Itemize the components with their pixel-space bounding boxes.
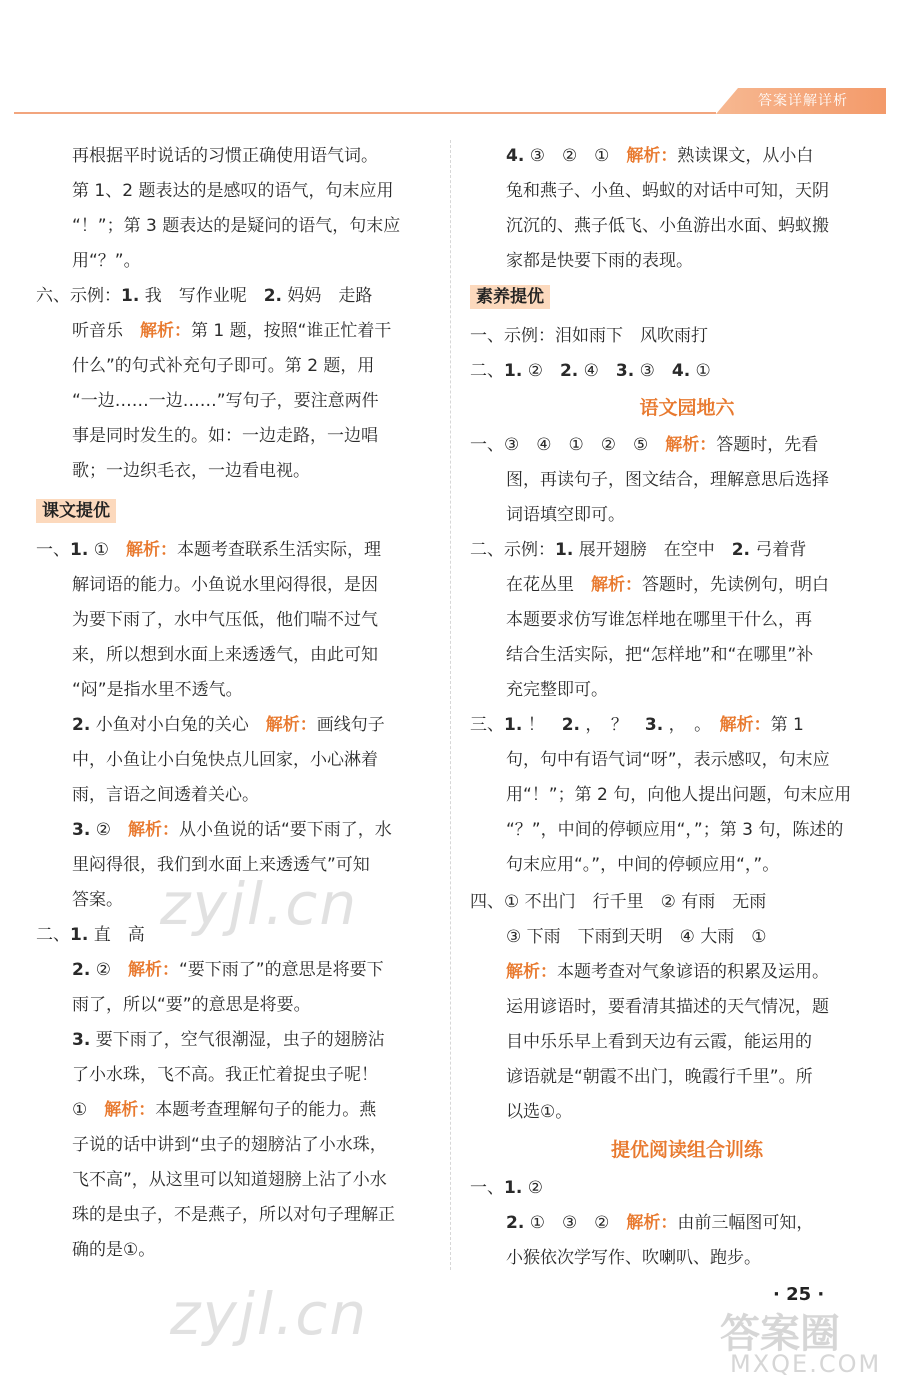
text-line: 再根据平时说话的习惯正确使用语气词。 (72, 146, 378, 166)
text-line: 子说的话中讲到“虫子的翅膀沾了小水珠， (72, 1135, 387, 1155)
answer-line: 3. ② 解析：从小鱼说的话“要下雨了，水 (72, 820, 392, 840)
page-number: · 25 · (773, 1284, 825, 1305)
text-line: 小猴依次学写作、吹喇叭、跑步。 (506, 1248, 761, 1268)
header-tab: 答案详解详析 (716, 88, 886, 114)
text-line: 歌；一边织毛衣，一边看电视。 (72, 461, 310, 481)
analysis-label: 解析： (626, 1213, 678, 1233)
watermark: zyjl.cn (160, 870, 359, 938)
section-title-tiyou: 提优阅读组合训练 (610, 1139, 763, 1161)
answer-line: 一、1. ① 解析：本题考查联系生活实际，理 (36, 540, 381, 560)
corner-logo-url: MXQE.COM (730, 1350, 882, 1378)
answer-line: 在花丛里 解析：答题时，先读例句，明白 (506, 575, 829, 595)
text-line: 雨了，所以“要”的意思是将要。 (72, 995, 311, 1015)
answer-line: 一、1. ② (470, 1178, 543, 1198)
answer-line: 二、1. 直 高 (36, 925, 145, 945)
text-line: “一边……一边……”写句子，要注意两件 (72, 391, 379, 411)
text-line: 确的是①。 (72, 1240, 156, 1260)
text-line: 目中乐乐早上看到天边有云霞，能运用的 (506, 1032, 812, 1052)
text-line: 解词语的能力。小鱼说水里闷得很，是因 (72, 575, 378, 595)
text-line: 雨，言语之间透着关心。 (72, 785, 259, 805)
analysis-label: 解析： (626, 146, 678, 166)
text-line: 谚语就是“朝霞不出门，晚霞行千里”。所 (506, 1067, 813, 1087)
watermark: zyjl.cn (170, 1280, 369, 1348)
text-line: “！”；第 3 题表达的是疑问的语气，句末应 (72, 216, 401, 236)
text-line: 事是同时发生的。如：一边走路，一边唱 (72, 426, 378, 446)
text-line: 家都是快要下雨的表现。 (506, 251, 693, 271)
analysis-label: 解析： (591, 575, 642, 595)
text-line: 句，句中有语气词“呀”，表示感叹，句末应 (506, 750, 830, 770)
answer-line: 3. 要下雨了，空气很潮湿，虫子的翅膀沾 (72, 1030, 385, 1050)
answer-line: 2. ① ③ ② 解析：由前三幅图可知， (506, 1213, 814, 1233)
section-title-yuwen: 语文园地六 (639, 397, 735, 419)
analysis-label: 解析： (506, 962, 557, 982)
analysis-label: 解析： (104, 1100, 156, 1120)
text-line: 词语填空即可。 (506, 505, 625, 525)
text-line: 了小水珠，飞不高。我正忙着捉虫子呢！ (72, 1065, 378, 1085)
analysis-label: 解析： (125, 540, 177, 560)
text-line: 本题要求仿写谁怎样地在哪里干什么，再 (506, 610, 812, 630)
analysis-label: 解析： (719, 715, 771, 735)
answer-line: 2. ② 解析：“要下雨了”的意思是将要下 (72, 960, 384, 980)
text-line: 图，再读句子，图文结合，理解意思后选择 (506, 470, 829, 490)
answer-line: 三、1. ！ 2. ， ？ 3. ， 。 解析：第 1 (470, 715, 804, 735)
text-line: 结合生活实际，把“怎样地”和“在哪里”补 (506, 645, 814, 665)
text-line: 句末应用“。”，中间的停顿应用“，”。 (506, 855, 780, 875)
section-tag-suyang: 素养提优 (470, 285, 550, 309)
answer-line: ③ 下雨 下雨到天明 ④ 大雨 ① (506, 927, 767, 947)
text-line: “闷”是指水里不透气。 (72, 680, 243, 700)
answer-line: 四、① 不出门 行千里 ② 有雨 无雨 (470, 892, 767, 912)
text-line: 以选①。 (506, 1102, 573, 1122)
text-line: 来，所以想到水面上来透透气，由此可知 (72, 645, 378, 665)
text-line: 答案。 (72, 890, 123, 910)
answer-line: 一、示例：泪如雨下 风吹雨打 (470, 326, 708, 346)
answer-line: 4. ③ ② ① 解析：熟读课文，从小白 (506, 146, 814, 166)
text-line: 兔和燕子、小鱼、蚂蚁的对话中可知，天阴 (506, 181, 829, 201)
text-line: 飞不高”，从这里可以知道翅膀上沾了小水 (72, 1170, 387, 1190)
text-line: 为要下雨了，水中气压低，他们喘不过气 (72, 610, 378, 630)
text-line: “？”，中间的停顿应用“，”；第 3 句，陈述的 (506, 820, 844, 840)
answer-line: 二、1. ② 2. ④ 3. ③ 4. ① (470, 361, 711, 381)
answer-line: 六、示例：1. 我 写作业呢 2. 妈妈 走路 (36, 286, 373, 306)
analysis-label: 解析： (127, 960, 179, 980)
text-line: 运用谚语时，要看清其描述的天气情况，题 (506, 997, 829, 1017)
answer-line: 2. 小鱼对小白兔的关心 解析：画线句子 (72, 715, 385, 735)
analysis-label: 解析： (265, 715, 317, 735)
answer-line: 听音乐 解析：第 1 题，按照“谁正忙着干 (72, 321, 392, 341)
answer-line: 一、③ ④ ① ② ⑤ 解析：答题时，先看 (470, 435, 819, 455)
column-divider (450, 140, 451, 1270)
text-line: 珠的是虫子，不是燕子，所以对句子理解正 (72, 1205, 395, 1225)
text-line: 中，小鱼让小白兔快点儿回家，小心淋着 (72, 750, 378, 770)
text-line: 用“？”。 (72, 251, 141, 271)
answer-line: 二、示例：1. 展开翅膀 在空中 2. 弓着背 (470, 540, 807, 560)
text-line: 沉沉的、燕子低飞、小鱼游出水面、蚂蚁搬 (506, 216, 829, 236)
analysis-label: 解析： (140, 321, 191, 341)
text-line: 里闷得很，我们到水面上来透透气”可知 (72, 855, 370, 875)
answer-line: 解析：本题考查对气象谚语的积累及运用。 (506, 962, 829, 982)
section-tag-kewen: 课文提优 (36, 499, 116, 523)
text-line: 用“！”；第 2 句，向他人提出问题，句末应用 (506, 785, 852, 805)
text-line: 第 1、2 题表达的是感叹的语气，句末应用 (72, 181, 394, 201)
answer-line: ① 解析：本题考查理解句子的能力。燕 (72, 1100, 377, 1120)
analysis-label: 解析： (127, 820, 179, 840)
corner-logo-watermark: 答案圈 (720, 1311, 840, 1357)
analysis-label: 解析： (665, 435, 717, 455)
text-line: 充完整即可。 (506, 680, 608, 700)
text-line: 什么”的句式补充句子即可。第 2 题，用 (72, 356, 375, 376)
